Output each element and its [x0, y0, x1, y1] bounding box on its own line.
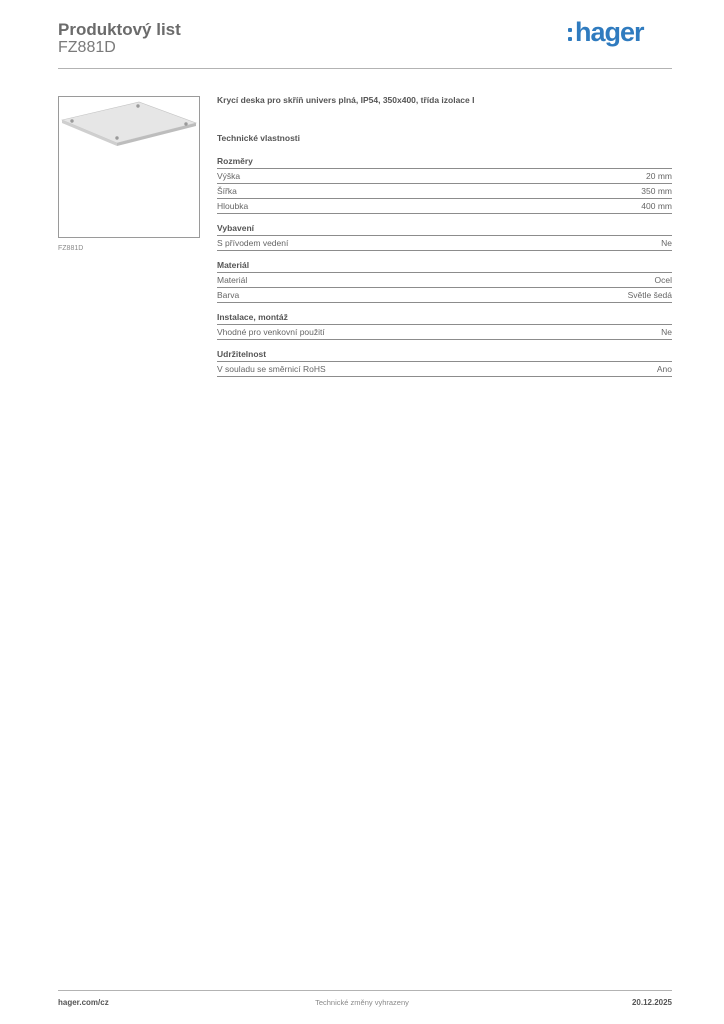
cover-plate-illustration	[59, 97, 199, 237]
property-value: 400 mm	[641, 201, 672, 211]
product-image	[58, 96, 200, 238]
properties-section	[217, 223, 672, 251]
footer-divider	[58, 990, 672, 991]
property-row	[217, 325, 672, 340]
properties-section	[217, 312, 672, 340]
property-value: Ocel	[654, 275, 672, 285]
section-heading: Materiál	[217, 260, 672, 273]
logo-text: hager	[575, 16, 644, 47]
property-row	[217, 362, 672, 377]
property-label: Šířka	[217, 186, 237, 196]
property-row	[217, 184, 672, 199]
property-value: Ne	[661, 238, 672, 248]
property-row	[217, 169, 672, 184]
property-row	[217, 288, 672, 303]
properties-section	[217, 156, 672, 214]
property-label: Materiál	[217, 275, 248, 285]
footer-date: 20.12.2025	[631, 998, 672, 1007]
logo-dots-icon	[568, 28, 572, 41]
properties-sections	[217, 156, 672, 377]
property-value: Ano	[656, 364, 672, 374]
property-value: 350 mm	[641, 186, 672, 196]
property-label: V souladu se směrnicí RoHS	[217, 364, 326, 374]
page-title: Produktový list	[58, 20, 181, 39]
technical-properties-title: Technické vlastnosti	[217, 133, 300, 143]
footer-website: hager.com/cz	[58, 998, 109, 1007]
property-row	[217, 273, 672, 288]
header-divider	[58, 68, 672, 69]
footer-note: Technické změny vyhrazeny	[315, 998, 409, 1007]
section-heading: Rozměry	[217, 156, 672, 169]
product-code: FZ881D	[58, 39, 116, 56]
property-label: Hloubka	[217, 201, 249, 211]
section-heading: Instalace, montáž	[217, 312, 672, 325]
property-row	[217, 199, 672, 214]
section-heading: Udržitelnost	[217, 349, 672, 362]
property-row	[217, 236, 672, 251]
property-value: Ne	[661, 327, 672, 337]
properties-section	[217, 260, 672, 303]
product-description: Krycí deska pro skříň univers plná, IP54, 350x400, třída izolace I	[217, 95, 475, 105]
property-label: Barva	[217, 290, 240, 300]
product-details	[217, 95, 672, 386]
image-caption: FZ881D	[58, 245, 84, 252]
property-label: Výška	[217, 171, 241, 181]
section-heading: Vybavení	[217, 223, 672, 236]
property-value: 20 mm	[646, 171, 672, 181]
properties-section	[217, 349, 672, 377]
property-label: Vhodné pro venkovní použití	[217, 327, 325, 337]
property-label: S přívodem vedení	[217, 238, 289, 248]
hager-logo	[568, 15, 644, 49]
property-value: Světle šedá	[627, 290, 672, 300]
